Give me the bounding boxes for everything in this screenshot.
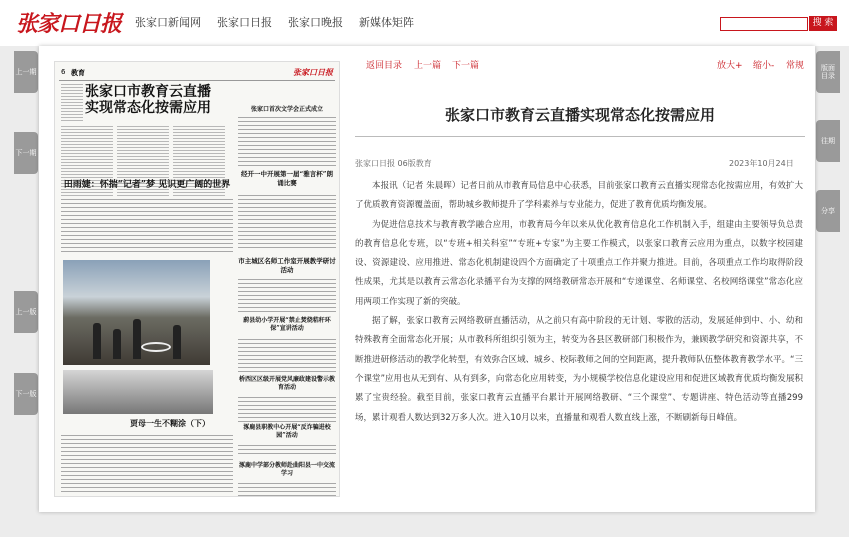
normal-size-button[interactable]: 常规 <box>786 61 805 71</box>
paper-subhead[interactable]: 市主城区名师工作室开展教学研讨活动 <box>238 257 336 274</box>
article-paragraph: 为促进信息技术与教育教学融合应用，市教育局今年以来从优化教育信息化工作机制入手，组建由主要领导负总责的教育信息化专班，以“专班+相关科室”“专班+专家”为主要工作模式，以张家口教育云应用为重点，以数字校园建设、资源建设、应用推进、常态化机制建设四个方面确定了十项重点工作并聚力推进。目前，各项重点工作均取得阶段性成果，尤其是以教育云常态化录播平台为支撑的网络教研常态开展和“专递课堂、名师课堂、名校网络课堂”常态化应用两项工作实现了新的突破。 <box>355 219 803 307</box>
nav-link-new-media[interactable]: 新媒体矩阵 <box>359 16 414 29</box>
paper-page-number: 6 <box>61 68 66 76</box>
paper-logo: 张家口日报 <box>293 67 333 77</box>
share-button[interactable]: 分享 <box>816 190 840 232</box>
paper-photo <box>63 260 210 365</box>
nav-link-daily[interactable]: 张家口日报 <box>217 16 272 29</box>
search-button[interactable]: 搜 索 <box>809 16 837 31</box>
paper-text-block <box>238 336 336 372</box>
article-date: 2023年10月24日 <box>729 159 794 168</box>
paper-text-block <box>238 442 336 456</box>
paper-text-block <box>238 192 336 248</box>
next-page-button[interactable]: 下一版 <box>14 373 38 415</box>
back-to-index-link[interactable]: 返回目录 <box>366 61 403 71</box>
prev-issue-button[interactable]: 上一期 <box>14 51 38 93</box>
search-input[interactable] <box>720 17 808 31</box>
reader-panel <box>39 46 815 512</box>
paper-subhead[interactable]: 贾母一生不糊涂（下） <box>130 418 210 428</box>
paper-text-block <box>238 276 336 312</box>
paper-subhead[interactable]: 涿鹿县职教中心开展“反诈骗进校园”活动 <box>243 424 331 439</box>
site-header <box>0 0 849 46</box>
zoom-out-button[interactable]: 缩小- <box>753 61 775 71</box>
paper-page-name: 教育 <box>71 69 85 77</box>
title-divider <box>355 136 805 137</box>
nav-link-evening[interactable]: 张家口晚报 <box>288 16 343 29</box>
paper-header <box>59 65 335 81</box>
newspaper-page[interactable] <box>54 61 340 497</box>
prev-article-link[interactable]: 上一篇 <box>414 61 442 71</box>
paper-subhead[interactable]: 经开一中开展第一届“雅言杯”朗诵比赛 <box>241 170 333 187</box>
paper-subhead[interactable]: 张家口首次文学会正式成立 <box>250 106 323 113</box>
paper-subhead[interactable]: 桥西区区级开展党风廉政建设警示教育活动 <box>238 376 335 391</box>
paper-photo <box>63 370 213 414</box>
paper-subhead[interactable]: 蔚县幼小学开展“禁止焚烧秸秆环保”宣讲活动 <box>243 317 331 332</box>
nav-link-news[interactable]: 张家口新闻网 <box>135 16 201 29</box>
paper-text-block <box>61 82 83 122</box>
prev-page-button[interactable]: 上一版 <box>14 291 38 333</box>
page-index-label: 版面目录 <box>821 63 835 80</box>
paper-subhead[interactable]: 涿鹿中学部分教师赴曲阳县一中交流学习 <box>238 462 335 477</box>
paper-text-block <box>238 114 336 166</box>
article-source: 张家口日报 06版教育 <box>355 159 432 168</box>
main-nav <box>135 14 414 30</box>
paper-headline[interactable]: 张家口市教育云直播实现常态化按需应用 <box>85 84 211 116</box>
past-issues-button[interactable]: 往期 <box>816 120 840 162</box>
site-logo[interactable]: 张家口日报 <box>16 11 122 37</box>
next-article-link[interactable]: 下一篇 <box>452 61 480 71</box>
paper-feature-title[interactable]: 田雨婕：怀揣“记者”梦 见识更广阔的世界 <box>63 180 231 190</box>
article-title: 张家口市教育云直播实现常态化按需应用 <box>444 106 715 124</box>
article-paragraph: 本报讯（记者 朱晨晖）记者日前从市教育局信息中心获悉，目前张家口教育云直播实现常态化按需应用，有效扩大了优质教育资源覆盖面，帮助城乡教师提升了学科素养与专业能力，促进了教育优质均衡发展。 <box>355 181 803 211</box>
page-index-button[interactable] <box>816 51 840 93</box>
paper-text-block <box>238 394 336 422</box>
paper-text-block <box>61 432 233 494</box>
zoom-in-button[interactable]: 放大+ <box>717 61 743 71</box>
paper-text-block <box>238 480 336 496</box>
article-body <box>355 177 803 428</box>
paper-text-block <box>61 196 233 254</box>
article-paragraph: 据了解，张家口教育云网络教研直播活动，从之前只有高中阶段的无计划、零散的活动，发展延伸到中、小、幼和特殊教育全面常态化开展；从市教科所组织引领为主，转变为各县区教研部门积极作为，兼顾教学研究和资源共享，不断推进研修活动的教学化转型，有效弥合区域、城乡、校际教师之间的空间距离，提升教师队伍整体教育教学水平。“三个课堂”应用也从无到有、从有到多，向常态化应用转变，为小规模学校信息化建设应用和促进区域教育优质均衡发展积累了宝贵经验。截至目前，张家口教育云直播平台累计开展网络教研、“三个课堂”、专题讲座、特色活动等直播299场，累计观看人数达到32万多人次。进入10月以来，直播量和观看人数直线上涨，不断刷新每日峰值。 <box>355 316 803 423</box>
next-issue-button[interactable]: 下一期 <box>14 132 38 174</box>
